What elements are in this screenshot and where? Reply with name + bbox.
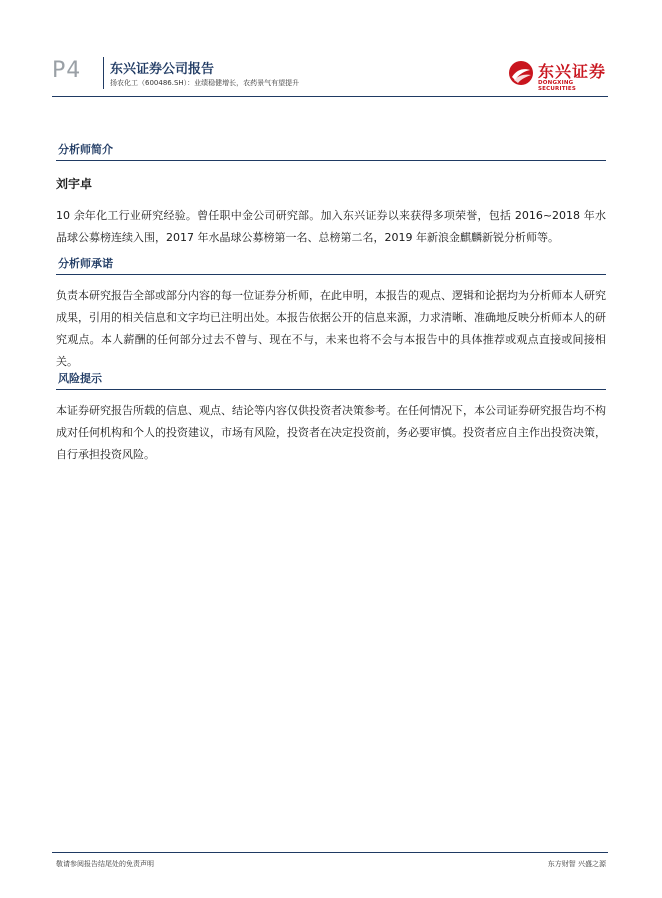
page-number: P4 — [52, 58, 82, 83]
footer-slogan: 东方财智 兴盛之源 — [547, 860, 606, 868]
report-title: 东兴证券公司报告 — [110, 62, 215, 77]
header-divider — [103, 57, 104, 89]
header-rule — [52, 96, 608, 97]
analyst-pledge-heading: 分析师承诺 — [56, 255, 606, 275]
analyst-pledge-text: 负责本研究报告全部或部分内容的每一位证券分析师，在此申明，本报告的观点、逻辑和论据均为分析师本人研究成果，引用的相关信息和文字均已注明出处。本报告依据公开的信息来源，力求清晰、准确地反映分析师本人的研究观点。本人薪酬的任何部分过去不曾与、现在不与，未来也将不会与本报告中的具体推荐或观点直接或间接相关。 — [56, 289, 606, 368]
analyst-intro-heading: 分析师简介 — [56, 141, 606, 161]
analyst-pledge-section — [56, 255, 606, 373]
company-logo — [508, 58, 608, 92]
report-subtitle: 扬农化工（600486.SH）：业绩稳健增长，农药景气有望提升 — [110, 79, 300, 87]
logo-text-en: DONGXING SECURITIES — [538, 80, 577, 92]
analyst-name: 刘宇卓 — [56, 177, 93, 191]
analyst-intro-text: 10 余年化工行业研究经验。曾任职中金公司研究部。加入东兴证券以来获得多项荣誉，包括 2016~2018 年水晶球公募榜连续入围，2017 年水晶球公募榜第一名、总榜第二名，2019 年新浪金麒麟新锐分析师等。 — [56, 209, 606, 244]
risk-notice-heading: 风险提示 — [56, 370, 606, 390]
risk-notice-text: 本证券研究报告所载的信息、观点、结论等内容仅供投资者决策参考。在任何情况下，本公司证券研究报告均不构成对任何机构和个人的投资建议，市场有风险，投资者在决定投资前，务必要审慎。投资者应自主作出投资决策，自行承担投资风险。 — [56, 404, 606, 461]
logo-text-cn: 东兴证券 — [538, 62, 607, 81]
footer-disclaimer: 敬请参阅报告结尾处的免责声明 — [56, 860, 154, 868]
analyst-intro-section — [56, 141, 606, 249]
risk-notice-section — [56, 370, 606, 466]
logo-mark-icon — [508, 60, 534, 86]
footer-rule — [52, 852, 608, 853]
